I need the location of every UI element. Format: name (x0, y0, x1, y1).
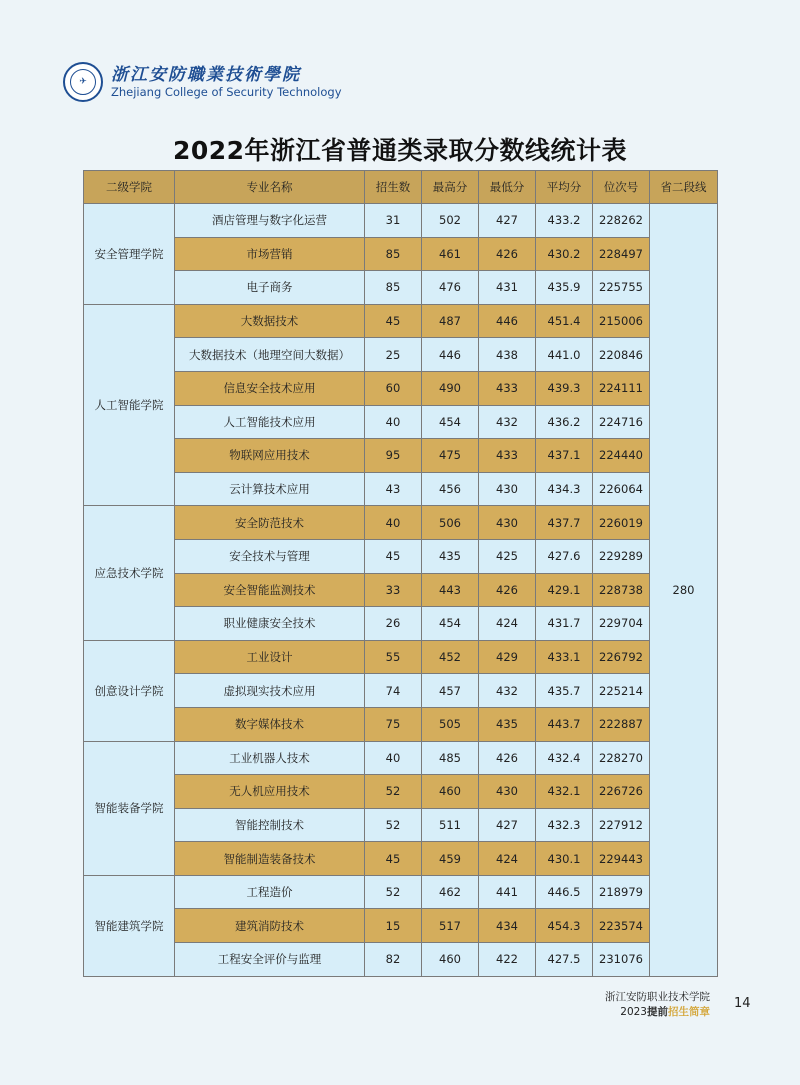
score-cell: 490 (422, 371, 479, 405)
major-name-cell: 酒店管理与数字化运营 (175, 204, 365, 238)
score-cell: 218979 (593, 875, 650, 909)
score-cell: 432 (479, 405, 536, 439)
score-cell: 460 (422, 775, 479, 809)
score-cell: 223574 (593, 909, 650, 943)
score-cell: 434.3 (536, 472, 593, 506)
column-header: 招生数 (365, 171, 422, 204)
major-name-cell: 数字媒体技术 (175, 707, 365, 741)
table-row (84, 875, 718, 909)
score-cell: 432.1 (536, 775, 593, 809)
score-cell: 432.3 (536, 808, 593, 842)
score-cell: 446.5 (536, 875, 593, 909)
footer-early: 提前 (647, 1006, 668, 1018)
major-name-cell: 市场营销 (175, 237, 365, 271)
column-header: 省二段线 (650, 171, 718, 204)
score-cell: 226726 (593, 775, 650, 809)
footer-brochure (605, 1005, 710, 1020)
score-cell: 82 (365, 943, 422, 977)
score-cell: 226792 (593, 640, 650, 674)
score-cell: 426 (479, 573, 536, 607)
score-cell: 511 (422, 808, 479, 842)
score-cell: 427 (479, 808, 536, 842)
score-cell: 430 (479, 775, 536, 809)
score-cell: 40 (365, 506, 422, 540)
table-row (84, 573, 718, 607)
score-cell: 228738 (593, 573, 650, 607)
score-cell: 437.7 (536, 506, 593, 540)
score-cell: 426 (479, 741, 536, 775)
table-row (84, 405, 718, 439)
score-cell: 424 (479, 842, 536, 876)
score-cell: 446 (479, 304, 536, 338)
school-seal-icon: ✈ (63, 62, 103, 102)
score-cell: 52 (365, 808, 422, 842)
score-cell: 441.0 (536, 338, 593, 372)
score-cell: 462 (422, 875, 479, 909)
footer-year: 2023 (620, 1006, 647, 1018)
score-cell: 435 (422, 539, 479, 573)
score-cell: 431 (479, 271, 536, 305)
score-cell: 427.6 (536, 539, 593, 573)
score-cell: 460 (422, 943, 479, 977)
major-name-cell: 信息安全技术应用 (175, 371, 365, 405)
score-cell: 222887 (593, 707, 650, 741)
score-cell: 422 (479, 943, 536, 977)
score-cell: 433 (479, 439, 536, 473)
score-table (83, 170, 718, 977)
score-cell: 231076 (593, 943, 650, 977)
score-cell: 435.7 (536, 674, 593, 708)
provincial-line-cell: 280 (650, 204, 718, 977)
score-cell: 220846 (593, 338, 650, 372)
score-cell: 451.4 (536, 304, 593, 338)
major-name-cell: 智能控制技术 (175, 808, 365, 842)
column-header: 最低分 (479, 171, 536, 204)
score-cell: 438 (479, 338, 536, 372)
score-cell: 430 (479, 472, 536, 506)
score-cell: 454 (422, 405, 479, 439)
major-name-cell: 大数据技术（地理空间大数据） (175, 338, 365, 372)
score-cell: 436.2 (536, 405, 593, 439)
major-name-cell: 安全防范技术 (175, 506, 365, 540)
table-header-row (84, 171, 718, 204)
score-cell: 435 (479, 707, 536, 741)
score-cell: 95 (365, 439, 422, 473)
table-row (84, 707, 718, 741)
table-row (84, 607, 718, 641)
college-name-cell: 创意设计学院 (84, 640, 175, 741)
table-row (84, 640, 718, 674)
score-cell: 433 (479, 371, 536, 405)
score-cell: 75 (365, 707, 422, 741)
score-cell: 15 (365, 909, 422, 943)
column-header: 位次号 (593, 171, 650, 204)
major-name-cell: 云计算技术应用 (175, 472, 365, 506)
major-name-cell: 职业健康安全技术 (175, 607, 365, 641)
score-cell: 454.3 (536, 909, 593, 943)
major-name-cell: 建筑消防技术 (175, 909, 365, 943)
major-name-cell: 安全智能监测技术 (175, 573, 365, 607)
score-cell: 225755 (593, 271, 650, 305)
score-cell: 224440 (593, 439, 650, 473)
table-row (84, 741, 718, 775)
table-row (84, 674, 718, 708)
score-cell: 224111 (593, 371, 650, 405)
column-header: 最高分 (422, 171, 479, 204)
footer-school: 浙江安防职业技术学院 (605, 991, 710, 1003)
score-cell: 33 (365, 573, 422, 607)
score-cell: 425 (479, 539, 536, 573)
college-name-cell: 安全管理学院 (84, 204, 175, 305)
score-cell: 485 (422, 741, 479, 775)
major-name-cell: 安全技术与管理 (175, 539, 365, 573)
score-cell: 430 (479, 506, 536, 540)
score-cell: 85 (365, 237, 422, 271)
page-title: 2022年浙江省普通类录取分数线统计表 (172, 136, 628, 165)
score-cell: 456 (422, 472, 479, 506)
major-name-cell: 人工智能技术应用 (175, 405, 365, 439)
score-cell: 25 (365, 338, 422, 372)
score-cell: 430.1 (536, 842, 593, 876)
score-cell: 459 (422, 842, 479, 876)
score-cell: 432 (479, 674, 536, 708)
score-cell: 43 (365, 472, 422, 506)
score-cell: 85 (365, 271, 422, 305)
college-name-cell: 人工智能学院 (84, 304, 175, 506)
score-cell: 40 (365, 405, 422, 439)
table-row (84, 506, 718, 540)
score-cell: 45 (365, 304, 422, 338)
major-name-cell: 物联网应用技术 (175, 439, 365, 473)
score-cell: 45 (365, 539, 422, 573)
score-cell: 441 (479, 875, 536, 909)
score-cell: 434 (479, 909, 536, 943)
score-cell: 443.7 (536, 707, 593, 741)
score-cell: 426 (479, 237, 536, 271)
score-cell: 487 (422, 304, 479, 338)
score-cell: 437.1 (536, 439, 593, 473)
column-header: 专业名称 (175, 171, 365, 204)
score-cell: 229443 (593, 842, 650, 876)
score-cell: 40 (365, 741, 422, 775)
table-row (84, 842, 718, 876)
major-name-cell: 工业机器人技术 (175, 741, 365, 775)
score-cell: 505 (422, 707, 479, 741)
score-cell: 229704 (593, 607, 650, 641)
major-name-cell: 智能制造装备技术 (175, 842, 365, 876)
score-cell: 439.3 (536, 371, 593, 405)
score-cell: 229289 (593, 539, 650, 573)
table-row (84, 204, 718, 238)
score-cell: 429 (479, 640, 536, 674)
table-row (84, 775, 718, 809)
score-cell: 228262 (593, 204, 650, 238)
score-cell: 31 (365, 204, 422, 238)
score-cell: 433.2 (536, 204, 593, 238)
table-row (84, 439, 718, 473)
table-row (84, 371, 718, 405)
major-name-cell: 工业设计 (175, 640, 365, 674)
column-header: 平均分 (536, 171, 593, 204)
table-row (84, 539, 718, 573)
score-cell: 226019 (593, 506, 650, 540)
score-cell: 424 (479, 607, 536, 641)
score-cell: 429.1 (536, 573, 593, 607)
score-cell: 433.1 (536, 640, 593, 674)
score-cell: 517 (422, 909, 479, 943)
major-name-cell: 无人机应用技术 (175, 775, 365, 809)
score-cell: 430.2 (536, 237, 593, 271)
score-cell: 228497 (593, 237, 650, 271)
school-logo (63, 62, 342, 102)
column-header: 二级学院 (84, 171, 175, 204)
table-row (84, 472, 718, 506)
table-row (84, 909, 718, 943)
score-cell: 427 (479, 204, 536, 238)
score-cell: 502 (422, 204, 479, 238)
score-cell: 224716 (593, 405, 650, 439)
table-row (84, 338, 718, 372)
major-name-cell: 大数据技术 (175, 304, 365, 338)
score-cell: 435.9 (536, 271, 593, 305)
major-name-cell: 工程造价 (175, 875, 365, 909)
score-cell: 228270 (593, 741, 650, 775)
score-cell: 52 (365, 775, 422, 809)
page-number: 14 (734, 996, 751, 1011)
score-cell: 227912 (593, 808, 650, 842)
school-name-cn: 浙江安防職業技術學院 (111, 65, 301, 85)
college-name-cell: 智能建筑学院 (84, 875, 175, 976)
college-name-cell: 应急技术学院 (84, 506, 175, 640)
table-row (84, 808, 718, 842)
score-cell: 506 (422, 506, 479, 540)
score-cell: 446 (422, 338, 479, 372)
major-name-cell: 工程安全评价与监理 (175, 943, 365, 977)
table-row (84, 304, 718, 338)
table-row (84, 237, 718, 271)
table-body (84, 204, 718, 977)
score-cell: 475 (422, 439, 479, 473)
score-cell: 427.5 (536, 943, 593, 977)
score-cell: 454 (422, 607, 479, 641)
score-cell: 52 (365, 875, 422, 909)
score-cell: 45 (365, 842, 422, 876)
score-cell: 461 (422, 237, 479, 271)
major-name-cell: 电子商务 (175, 271, 365, 305)
school-name-en: Zhejiang College of Security Technology (111, 85, 342, 99)
score-cell: 443 (422, 573, 479, 607)
score-cell: 432.4 (536, 741, 593, 775)
score-cell: 55 (365, 640, 422, 674)
score-cell: 476 (422, 271, 479, 305)
footer-guide: 招生简章 (668, 1006, 710, 1018)
score-cell: 457 (422, 674, 479, 708)
score-cell: 431.7 (536, 607, 593, 641)
table-row (84, 943, 718, 977)
major-name-cell: 虚拟现实技术应用 (175, 674, 365, 708)
score-cell: 225214 (593, 674, 650, 708)
score-cell: 74 (365, 674, 422, 708)
score-cell: 26 (365, 607, 422, 641)
score-cell: 452 (422, 640, 479, 674)
table-row (84, 271, 718, 305)
footer (605, 990, 710, 1020)
college-name-cell: 智能装备学院 (84, 741, 175, 875)
score-cell: 215006 (593, 304, 650, 338)
score-cell: 60 (365, 371, 422, 405)
score-cell: 226064 (593, 472, 650, 506)
